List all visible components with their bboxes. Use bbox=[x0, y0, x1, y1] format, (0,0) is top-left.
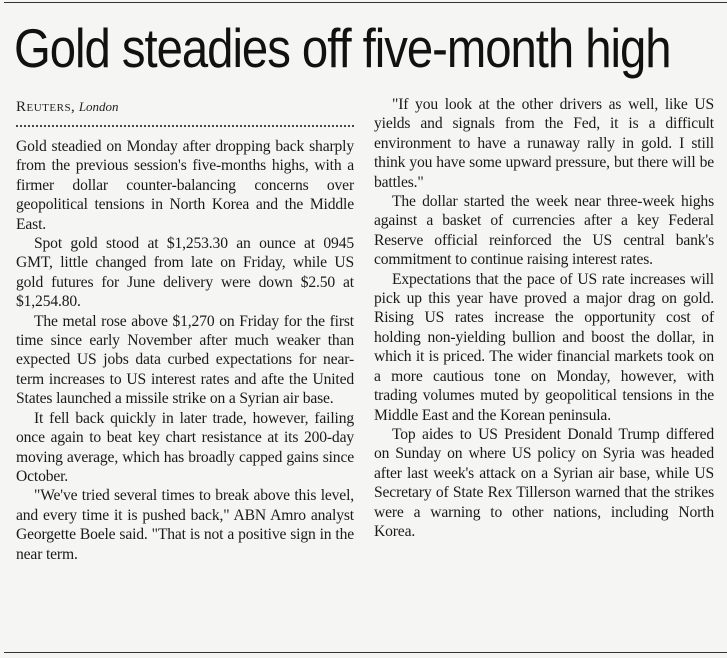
right-column bbox=[374, 95, 714, 541]
top-rule bbox=[4, 2, 727, 3]
left-column bbox=[16, 137, 354, 564]
article-paragraph: "We've tried several times to break above this level, and every time it is pushed back," ABN Amro analyst Georgette Boele said. "That is not a positive sign in the near term. bbox=[16, 487, 354, 563]
headline: Gold steadies off five-month high bbox=[14, 17, 671, 79]
article-paragraph: The dollar started the week near three-week highs against a basket of currencies after a key Federal Reserve official reinforced the US central bank's commitment to continue raising interest rates. bbox=[374, 193, 714, 269]
article-paragraph: "If you look at the other drivers as well, like US yields and signals from the Fed, it is a difficult environment to have a runaway rally in gold. I still think you have some upward pressure, but there will be battles." bbox=[374, 96, 714, 191]
byline-agency: Reuters, bbox=[16, 99, 76, 115]
article-paragraph: It fell back quickly in later trade, however, failing once again to beat key chart resistance at its 200-day moving average, which has broadly capped gains since October. bbox=[16, 409, 354, 485]
byline bbox=[16, 99, 119, 116]
article-paragraph: Top aides to US President Donald Trump differed on Sunday on where US policy on Syria was headed after last week's attack on a Syrian air base, while US Secretary of State Rex Tillerson warned that the strikes were a warning to other nations, including North Korea. bbox=[374, 425, 714, 540]
byline-city: London bbox=[78, 99, 119, 114]
article-paragraph: Spot gold stood at $1,253.30 an ounce at 0945 GMT, little changed from late on Friday, while US gold futures for June delivery were down $2.50 at $1,254.80. bbox=[16, 235, 354, 311]
article-paragraph: Expectations that the pace of US rate increases will pick up this year have proved a major drag on gold. Rising US rates increase the opportunity cost of holding non-yielding bullion and boost the dollar, in which it is priced. The wider financial markets took on a more cautious tone on Monday, however, with trading volumes muted by geopolitical tensions in the Middle East and the Korean peninsula. bbox=[374, 270, 714, 424]
bottom-rule bbox=[4, 652, 727, 653]
article-paragraph: The metal rose above $1,270 on Friday for the first time since early November after much weaker than expected US jobs data curbed expectations for near-term increases to US interest rates and afte the United States launched a missile strike on a Syrian air base. bbox=[16, 312, 354, 408]
dotted-divider bbox=[16, 125, 354, 127]
article-paragraph: Gold steadied on Monday after dropping back sharply from the previous session's five-months highs, with a firmer dollar counter-balancing concerns over geopolitical tensions in North Korea and the Middle East. bbox=[16, 138, 354, 233]
